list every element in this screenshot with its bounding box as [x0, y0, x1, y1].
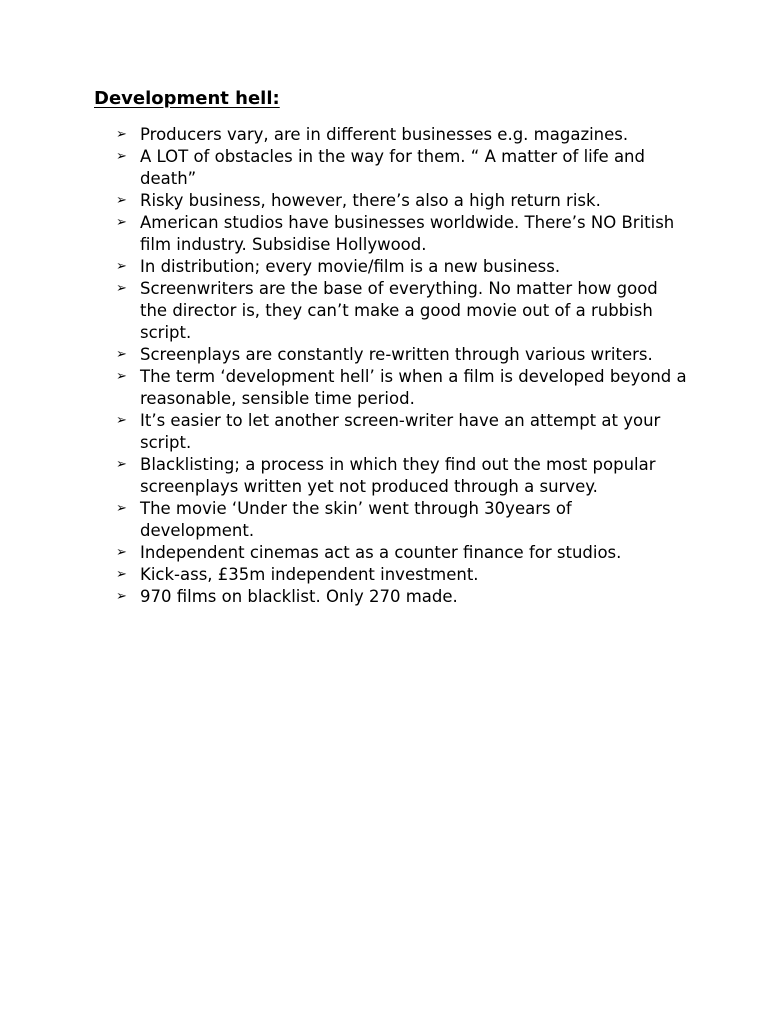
list-item [116, 256, 688, 278]
arrow-bullet-icon: ➢ [116, 413, 127, 428]
list-item-text: 970 films on blacklist. Only 270 made. [140, 587, 458, 606]
list-item [116, 146, 688, 190]
list-item [116, 344, 688, 366]
list-item-text: Risky business, however, there’s also a high return risk. [140, 191, 601, 210]
list-item [116, 410, 688, 454]
list-item [116, 190, 688, 212]
list-item-text: Screenwriters are the base of everything. No matter how good the director is, they can’t make a good movie out of a rubbish script. [140, 279, 658, 342]
arrow-bullet-icon: ➢ [116, 259, 127, 274]
list-item-text: The term ‘development hell’ is when a film is developed beyond a reasonable, sensible time period. [140, 367, 687, 408]
list-item [116, 586, 688, 608]
page-title: Development hell: [94, 88, 280, 109]
arrow-bullet-icon: ➢ [116, 457, 127, 472]
arrow-bullet-icon: ➢ [116, 281, 127, 296]
arrow-bullet-icon: ➢ [116, 193, 127, 208]
list-item-text: American studios have businesses worldwide. There’s NO British film industry. Subsidise Hollywood. [140, 213, 675, 254]
arrow-bullet-icon: ➢ [116, 567, 127, 582]
list-item [116, 454, 688, 498]
arrow-bullet-icon: ➢ [116, 215, 127, 230]
list-item-text: In distribution; every movie/film is a new business. [140, 257, 561, 276]
list-item [116, 542, 688, 564]
list-item [116, 212, 688, 256]
list-item-text: Kick-ass, £35m independent investment. [140, 565, 479, 584]
arrow-bullet-icon: ➢ [116, 369, 127, 384]
list-item-text: It’s easier to let another screen-writer have an attempt at your script. [140, 411, 661, 452]
list-item-text: Independent cinemas act as a counter finance for studios. [140, 543, 622, 562]
arrow-bullet-icon: ➢ [116, 127, 127, 142]
arrow-bullet-icon: ➢ [116, 501, 127, 516]
arrow-bullet-icon: ➢ [116, 545, 127, 560]
note-list [116, 124, 688, 608]
list-item [116, 366, 688, 410]
arrow-bullet-icon: ➢ [116, 589, 127, 604]
list-item-text: Screenplays are constantly re-written through various writers. [140, 345, 653, 364]
arrow-bullet-icon: ➢ [116, 347, 127, 362]
list-item-text: The movie ‘Under the skin’ went through 30years of development. [140, 499, 572, 540]
list-item [116, 278, 688, 344]
list-item-text: Blacklisting; a process in which they find out the most popular screenplays written yet not produced through a survey. [140, 455, 656, 496]
list-item-text: A LOT of obstacles in the way for them. “ A matter of life and death” [140, 147, 645, 188]
list-item [116, 124, 688, 146]
arrow-bullet-icon: ➢ [116, 149, 127, 164]
list-item-text: Producers vary, are in different businesses e.g. magazines. [140, 125, 629, 144]
list-item [116, 498, 688, 542]
list-item [116, 564, 688, 586]
